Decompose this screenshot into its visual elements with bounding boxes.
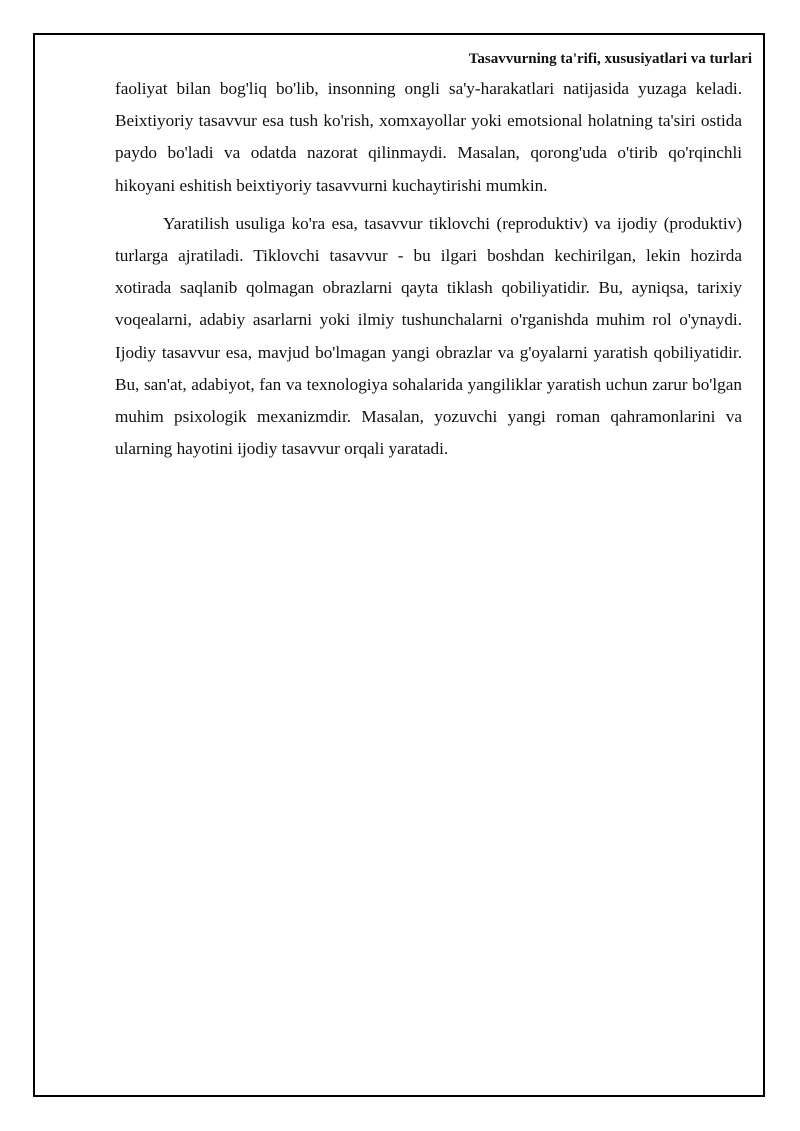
document-body bbox=[115, 73, 742, 465]
paragraph-creation-types: Yaratilish usuliga ko'ra esa, tasavvur tiklovchi (reproduktiv) va ijodiy (produktiv) turlarga ajratiladi. Tiklovchi tasavvur - bu ilgari boshdan kechirilgan, lekin hozirda xotirada saqlanib qolmagan obrazlarni qayta tiklash qobiliyatidir. Bu, ayniqsa, tarixiy voqealarni, adabiy asarlarni yoki ilmiy tushunchalarni o'rganishda muhim rol o'ynaydi. Ijodiy tasavvur esa, mavjud bo'lmagan yangi obrazlar va g'oyalarni yaratish qobiliyatidir. Bu, san'at, adabiyot, fan va texnologiya sohalarida yangiliklar yaratish uchun zarur bo'lgan muhim psixologik mexanizmdir. Masalan, yozuvchi yangi roman qahramonlarini va ularning hayotini ijodiy tasavvur orqali yaratadi. bbox=[115, 213, 742, 459]
running-header: Tasavvurning ta'rifi, xususiyatlari va turlari bbox=[468, 51, 752, 67]
paragraph-continued: faoliyat bilan bog'liq bo'lib, insonning ongli sa'y-harakatlari natijasida yuzaga keladi. Beixtiyoriy tasavvur esa tush ko'rish, xomxayollar yoki emotsional holatning ta'siri ostida paydo bo'ladi va odatda nazorat qilinmaydi. Masalan, qorong'uda o'tirib qo'rqinchli hikoyani eshitish beixtiyoriy tasavvurni kuchaytirishi mumkin. bbox=[115, 79, 742, 195]
